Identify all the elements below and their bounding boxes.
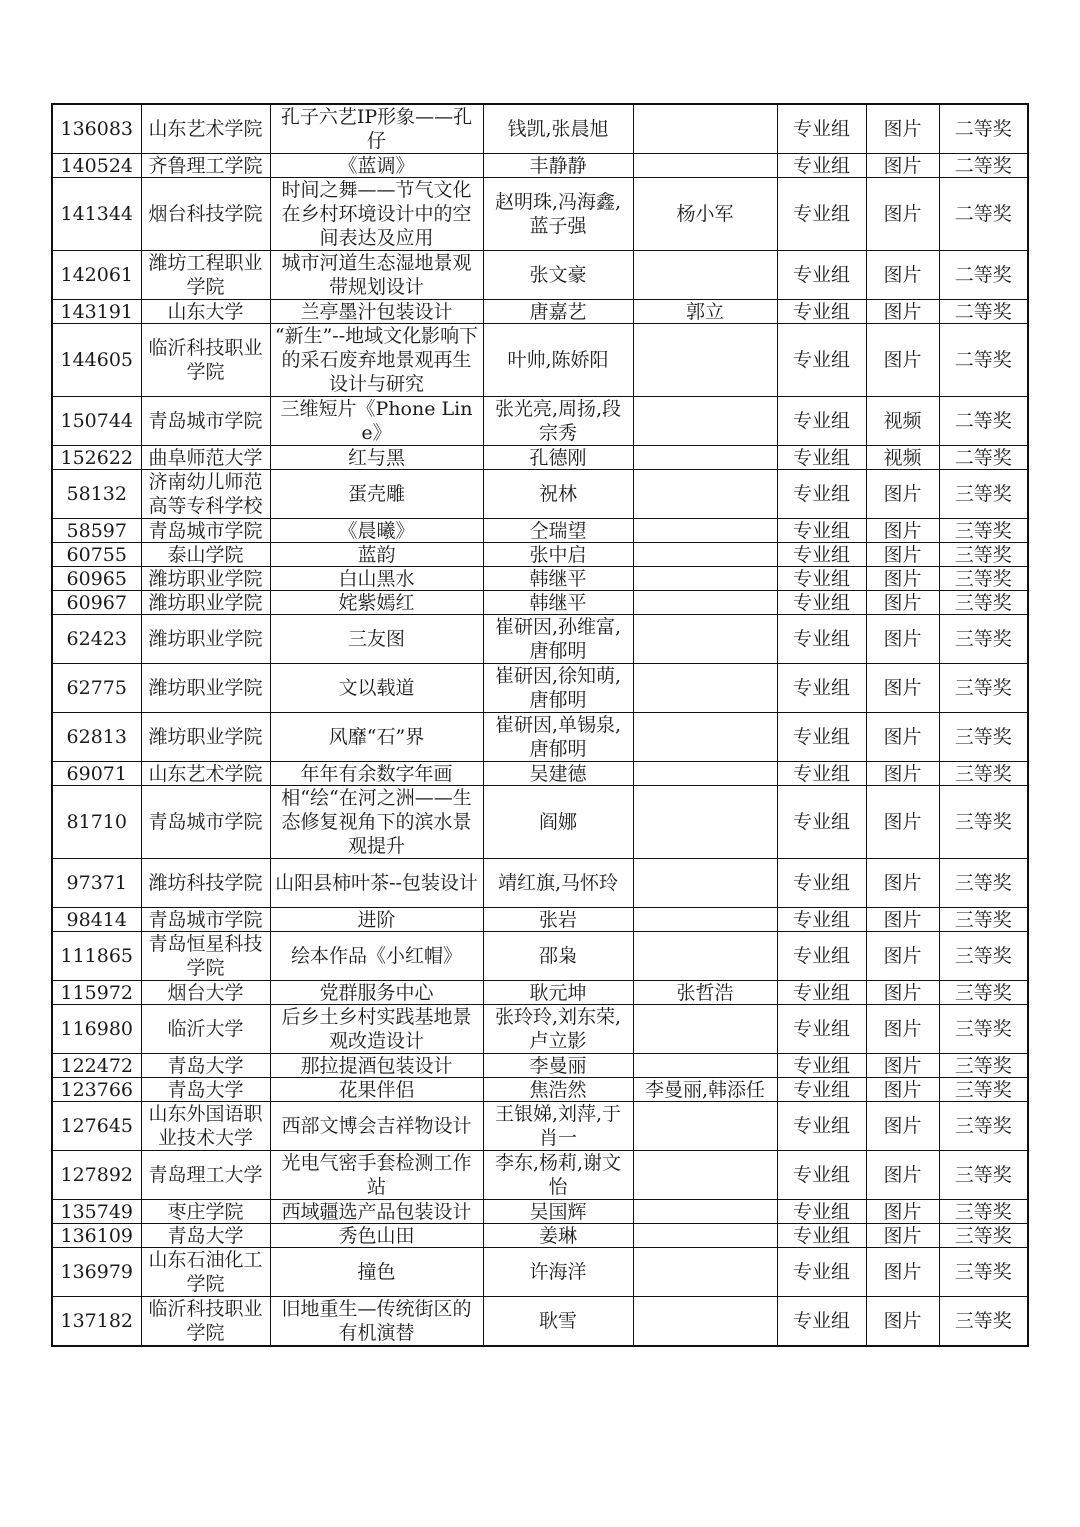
entry-id-cell: 62775 [52,664,141,713]
table-row [52,470,1028,519]
work-title-cell: 旧地重生—传统街区的有机演替 [270,1297,483,1347]
work-title-cell: 西域疆选产品包装设计 [270,1200,483,1224]
advisor-cell [633,104,777,154]
table-row [52,567,1028,591]
group-cell: 专业组 [777,1151,866,1200]
school-cell: 潍坊职业学院 [141,664,270,713]
award-level-cell: 三等奖 [939,1054,1028,1078]
advisor-cell [633,543,777,567]
school-cell: 青岛理工大学 [141,1151,270,1200]
school-cell: 潍坊职业学院 [141,615,270,664]
school-cell: 临沂科技职业学院 [141,1297,270,1347]
work-type-cell: 图片 [866,1224,939,1248]
work-title-cell: 三友图 [270,615,483,664]
group-cell: 专业组 [777,615,866,664]
table-row [52,1224,1028,1248]
table-row [52,446,1028,470]
work-title-cell: 文以载道 [270,664,483,713]
group-cell: 专业组 [777,1297,866,1347]
table-row [52,859,1028,908]
work-title-cell: 孔子六艺IP形象——孔仔 [270,104,483,154]
work-type-cell: 图片 [866,1102,939,1151]
group-cell: 专业组 [777,1200,866,1224]
authors-cell: 姜琳 [483,1224,633,1248]
work-type-cell: 图片 [866,251,939,300]
group-cell: 专业组 [777,591,866,615]
group-cell: 专业组 [777,859,866,908]
advisor-cell [633,519,777,543]
work-type-cell: 图片 [866,567,939,591]
award-level-cell: 三等奖 [939,932,1028,981]
work-type-cell: 图片 [866,519,939,543]
school-cell: 青岛大学 [141,1224,270,1248]
school-cell: 潍坊科技学院 [141,859,270,908]
school-cell: 泰山学院 [141,543,270,567]
group-cell: 专业组 [777,397,866,446]
authors-cell: 李东,杨莉,谢文怡 [483,1151,633,1200]
advisor-cell [633,786,777,859]
table-row [52,1102,1028,1151]
advisor-cell [633,908,777,932]
table-row [52,178,1028,251]
authors-cell: 张玲玲,刘东荣,卢立影 [483,1005,633,1054]
work-type-cell: 图片 [866,1078,939,1102]
school-cell: 青岛大学 [141,1078,270,1102]
award-level-cell: 三等奖 [939,713,1028,762]
table-row [52,908,1028,932]
award-level-cell: 三等奖 [939,1248,1028,1297]
group-cell: 专业组 [777,762,866,786]
work-type-cell: 图片 [866,1248,939,1297]
entry-id-cell: 137182 [52,1297,141,1347]
work-title-cell: 白山黑水 [270,567,483,591]
school-cell: 烟台科技学院 [141,178,270,251]
work-title-cell: 红与黑 [270,446,483,470]
advisor-cell [633,1200,777,1224]
award-level-cell: 三等奖 [939,1005,1028,1054]
authors-cell: 张文豪 [483,251,633,300]
work-type-cell: 图片 [866,1151,939,1200]
work-type-cell: 视频 [866,397,939,446]
entry-id-cell: 60755 [52,543,141,567]
group-cell: 专业组 [777,519,866,543]
table-row [52,615,1028,664]
work-type-cell: 图片 [866,104,939,154]
entry-id-cell: 127645 [52,1102,141,1151]
award-level-cell: 二等奖 [939,104,1028,154]
work-title-cell: 党群服务中心 [270,981,483,1005]
authors-cell: 韩继平 [483,591,633,615]
advisor-cell [633,567,777,591]
work-title-cell: 兰亭墨汁包装设计 [270,300,483,324]
group-cell: 专业组 [777,786,866,859]
school-cell: 青岛城市学院 [141,908,270,932]
work-type-cell: 图片 [866,324,939,397]
work-type-cell: 图片 [866,786,939,859]
entry-id-cell: 111865 [52,932,141,981]
group-cell: 专业组 [777,300,866,324]
work-title-cell: 后乡土乡村实践基地景观改造设计 [270,1005,483,1054]
table-row [52,932,1028,981]
work-type-cell: 图片 [866,470,939,519]
table-row [52,981,1028,1005]
group-cell: 专业组 [777,567,866,591]
award-level-cell: 二等奖 [939,251,1028,300]
work-title-cell: 光电气密手套检测工作站 [270,1151,483,1200]
award-level-cell: 三等奖 [939,591,1028,615]
advisor-cell [633,591,777,615]
school-cell: 青岛恒星科技学院 [141,932,270,981]
work-title-cell: 姹紫嫣红 [270,591,483,615]
advisor-cell: 郭立 [633,300,777,324]
advisor-cell [633,1224,777,1248]
entry-id-cell: 62423 [52,615,141,664]
work-type-cell: 图片 [866,981,939,1005]
award-level-cell: 三等奖 [939,908,1028,932]
work-title-cell: 绘本作品《小红帽》 [270,932,483,981]
table-row [52,591,1028,615]
award-level-cell: 三等奖 [939,1224,1028,1248]
award-level-cell: 三等奖 [939,1297,1028,1347]
work-title-cell: 那拉提酒包装设计 [270,1054,483,1078]
award-level-cell: 三等奖 [939,762,1028,786]
work-type-cell: 图片 [866,178,939,251]
authors-cell: 李曼丽 [483,1054,633,1078]
group-cell: 专业组 [777,154,866,178]
table-row [52,713,1028,762]
advisor-cell [633,1248,777,1297]
work-title-cell: 秀色山田 [270,1224,483,1248]
group-cell: 专业组 [777,446,866,470]
advisor-cell [633,762,777,786]
advisor-cell [633,859,777,908]
authors-cell: 赵明珠,冯海鑫,蓝子强 [483,178,633,251]
advisor-cell: 张哲浩 [633,981,777,1005]
award-level-cell: 二等奖 [939,154,1028,178]
table-row [52,251,1028,300]
authors-cell: 张中启 [483,543,633,567]
advisor-cell [633,713,777,762]
award-level-cell: 三等奖 [939,859,1028,908]
work-type-cell: 图片 [866,762,939,786]
authors-cell: 张光亮,周扬,段宗秀 [483,397,633,446]
entry-id-cell: 122472 [52,1054,141,1078]
school-cell: 曲阜师范大学 [141,446,270,470]
entry-id-cell: 140524 [52,154,141,178]
table-row [52,519,1028,543]
entry-id-cell: 62813 [52,713,141,762]
authors-cell: 仝瑞望 [483,519,633,543]
school-cell: 济南幼儿师范高等专科学校 [141,470,270,519]
entry-id-cell: 136083 [52,104,141,154]
table-row [52,1005,1028,1054]
school-cell: 烟台大学 [141,981,270,1005]
advisor-cell [633,470,777,519]
authors-cell: 耿雪 [483,1297,633,1347]
advisor-cell [633,1054,777,1078]
entry-id-cell: 123766 [52,1078,141,1102]
school-cell: 山东艺术学院 [141,104,270,154]
entry-id-cell: 116980 [52,1005,141,1054]
award-table-body [52,104,1028,1346]
school-cell: 临沂科技职业学院 [141,324,270,397]
table-row [52,1054,1028,1078]
authors-cell: 韩继平 [483,567,633,591]
table-row [52,154,1028,178]
work-title-cell: 花果伴侣 [270,1078,483,1102]
award-level-cell: 三等奖 [939,981,1028,1005]
work-type-cell: 图片 [866,591,939,615]
advisor-cell [633,324,777,397]
school-cell: 青岛城市学院 [141,519,270,543]
school-cell: 山东外国语职业技术大学 [141,1102,270,1151]
work-type-cell: 图片 [866,543,939,567]
entry-id-cell: 98414 [52,908,141,932]
table-row [52,786,1028,859]
authors-cell: 邵枭 [483,932,633,981]
authors-cell: 钱凯,张晨旭 [483,104,633,154]
group-cell: 专业组 [777,1054,866,1078]
authors-cell: 吴建德 [483,762,633,786]
group-cell: 专业组 [777,908,866,932]
entry-id-cell: 135749 [52,1200,141,1224]
work-type-cell: 图片 [866,713,939,762]
group-cell: 专业组 [777,1248,866,1297]
award-level-cell: 二等奖 [939,300,1028,324]
advisor-cell [633,664,777,713]
authors-cell: 张岩 [483,908,633,932]
authors-cell: 祝林 [483,470,633,519]
entry-id-cell: 97371 [52,859,141,908]
authors-cell: 吴国辉 [483,1200,633,1224]
table-row [52,104,1028,154]
entry-id-cell: 141344 [52,178,141,251]
work-type-cell: 图片 [866,908,939,932]
work-title-cell: 《晨曦》 [270,519,483,543]
award-level-cell: 二等奖 [939,178,1028,251]
work-title-cell: 蓝韵 [270,543,483,567]
work-title-cell: 风靡“石”界 [270,713,483,762]
group-cell: 专业组 [777,470,866,519]
work-title-cell: 年年有余数字年画 [270,762,483,786]
award-level-cell: 二等奖 [939,324,1028,397]
work-type-cell: 图片 [866,1297,939,1347]
work-type-cell: 图片 [866,932,939,981]
award-level-cell: 三等奖 [939,1200,1028,1224]
award-level-cell: 三等奖 [939,1078,1028,1102]
work-title-cell: 进阶 [270,908,483,932]
table-row [52,397,1028,446]
entry-id-cell: 58597 [52,519,141,543]
work-title-cell: 《蓝调》 [270,154,483,178]
work-type-cell: 图片 [866,1200,939,1224]
advisor-cell [633,154,777,178]
entry-id-cell: 115972 [52,981,141,1005]
award-table [51,103,1029,1347]
school-cell: 山东艺术学院 [141,762,270,786]
authors-cell: 崔研因,孙维富,唐郁明 [483,615,633,664]
work-title-cell: “新生”--地域文化影响下的采石废弃地景观再生设计与研究 [270,324,483,397]
advisor-cell: 杨小军 [633,178,777,251]
authors-cell: 耿元坤 [483,981,633,1005]
work-type-cell: 图片 [866,664,939,713]
group-cell: 专业组 [777,981,866,1005]
advisor-cell [633,932,777,981]
work-type-cell: 图片 [866,1054,939,1078]
entry-id-cell: 150744 [52,397,141,446]
award-level-cell: 三等奖 [939,567,1028,591]
advisor-cell [633,1297,777,1347]
school-cell: 临沂大学 [141,1005,270,1054]
advisor-cell [633,446,777,470]
table-row [52,1078,1028,1102]
entry-id-cell: 144605 [52,324,141,397]
award-level-cell: 三等奖 [939,470,1028,519]
table-row [52,324,1028,397]
school-cell: 潍坊工程职业学院 [141,251,270,300]
advisor-cell [633,251,777,300]
table-row [52,543,1028,567]
advisor-cell [633,1005,777,1054]
entry-id-cell: 136979 [52,1248,141,1297]
authors-cell: 孔德刚 [483,446,633,470]
advisor-cell [633,1102,777,1151]
school-cell: 山东大学 [141,300,270,324]
authors-cell: 丰静静 [483,154,633,178]
table-row [52,1151,1028,1200]
group-cell: 专业组 [777,1078,866,1102]
school-cell: 齐鲁理工学院 [141,154,270,178]
award-list-sheet [51,103,1027,1347]
award-level-cell: 三等奖 [939,1102,1028,1151]
entry-id-cell: 60965 [52,567,141,591]
work-type-cell: 图片 [866,615,939,664]
school-cell: 潍坊职业学院 [141,567,270,591]
advisor-cell [633,1151,777,1200]
work-title-cell: 撞色 [270,1248,483,1297]
advisor-cell [633,397,777,446]
authors-cell: 崔研因,单锡泉,唐郁明 [483,713,633,762]
work-title-cell: 蛋壳雕 [270,470,483,519]
school-cell: 青岛城市学院 [141,786,270,859]
school-cell: 青岛城市学院 [141,397,270,446]
award-level-cell: 三等奖 [939,786,1028,859]
work-title-cell: 时间之舞——节气文化在乡村环境设计中的空间表达及应用 [270,178,483,251]
advisor-cell [633,615,777,664]
work-type-cell: 图片 [866,300,939,324]
group-cell: 专业组 [777,543,866,567]
group-cell: 专业组 [777,713,866,762]
work-title-cell: 山阳县柿叶茶--包装设计 [270,859,483,908]
authors-cell: 唐嘉艺 [483,300,633,324]
authors-cell: 王银娣,刘萍,于肖一 [483,1102,633,1151]
work-type-cell: 图片 [866,859,939,908]
entry-id-cell: 136109 [52,1224,141,1248]
school-cell: 潍坊职业学院 [141,713,270,762]
entry-id-cell: 143191 [52,300,141,324]
school-cell: 潍坊职业学院 [141,591,270,615]
table-row [52,1200,1028,1224]
table-row [52,1248,1028,1297]
award-level-cell: 三等奖 [939,519,1028,543]
award-level-cell: 三等奖 [939,615,1028,664]
school-cell: 枣庄学院 [141,1200,270,1224]
entry-id-cell: 60967 [52,591,141,615]
table-row [52,762,1028,786]
authors-cell: 阎娜 [483,786,633,859]
work-title-cell: 城市河道生态湿地景观带规划设计 [270,251,483,300]
group-cell: 专业组 [777,1005,866,1054]
authors-cell: 崔研因,徐知萌,唐郁明 [483,664,633,713]
school-cell: 青岛大学 [141,1054,270,1078]
group-cell: 专业组 [777,1224,866,1248]
entry-id-cell: 142061 [52,251,141,300]
authors-cell: 许海洋 [483,1248,633,1297]
work-title-cell: 三维短片《Phone Line》 [270,397,483,446]
authors-cell: 靖红旗,马怀玲 [483,859,633,908]
group-cell: 专业组 [777,251,866,300]
award-level-cell: 三等奖 [939,1151,1028,1200]
work-type-cell: 图片 [866,1005,939,1054]
group-cell: 专业组 [777,104,866,154]
award-level-cell: 三等奖 [939,664,1028,713]
award-level-cell: 二等奖 [939,446,1028,470]
group-cell: 专业组 [777,178,866,251]
award-level-cell: 二等奖 [939,397,1028,446]
work-title-cell: 相“绘“在河之洲——生态修复视角下的滨水景观提升 [270,786,483,859]
advisor-cell: 李曼丽,韩添任 [633,1078,777,1102]
work-type-cell: 图片 [866,154,939,178]
authors-cell: 焦浩然 [483,1078,633,1102]
group-cell: 专业组 [777,664,866,713]
work-title-cell: 西部文博会吉祥物设计 [270,1102,483,1151]
award-level-cell: 三等奖 [939,543,1028,567]
group-cell: 专业组 [777,932,866,981]
school-cell: 山东石油化工学院 [141,1248,270,1297]
entry-id-cell: 58132 [52,470,141,519]
entry-id-cell: 152622 [52,446,141,470]
work-type-cell: 视频 [866,446,939,470]
table-row [52,664,1028,713]
table-row [52,300,1028,324]
group-cell: 专业组 [777,324,866,397]
authors-cell: 叶帅,陈娇阳 [483,324,633,397]
group-cell: 专业组 [777,1102,866,1151]
entry-id-cell: 81710 [52,786,141,859]
entry-id-cell: 127892 [52,1151,141,1200]
table-row [52,1297,1028,1347]
entry-id-cell: 69071 [52,762,141,786]
